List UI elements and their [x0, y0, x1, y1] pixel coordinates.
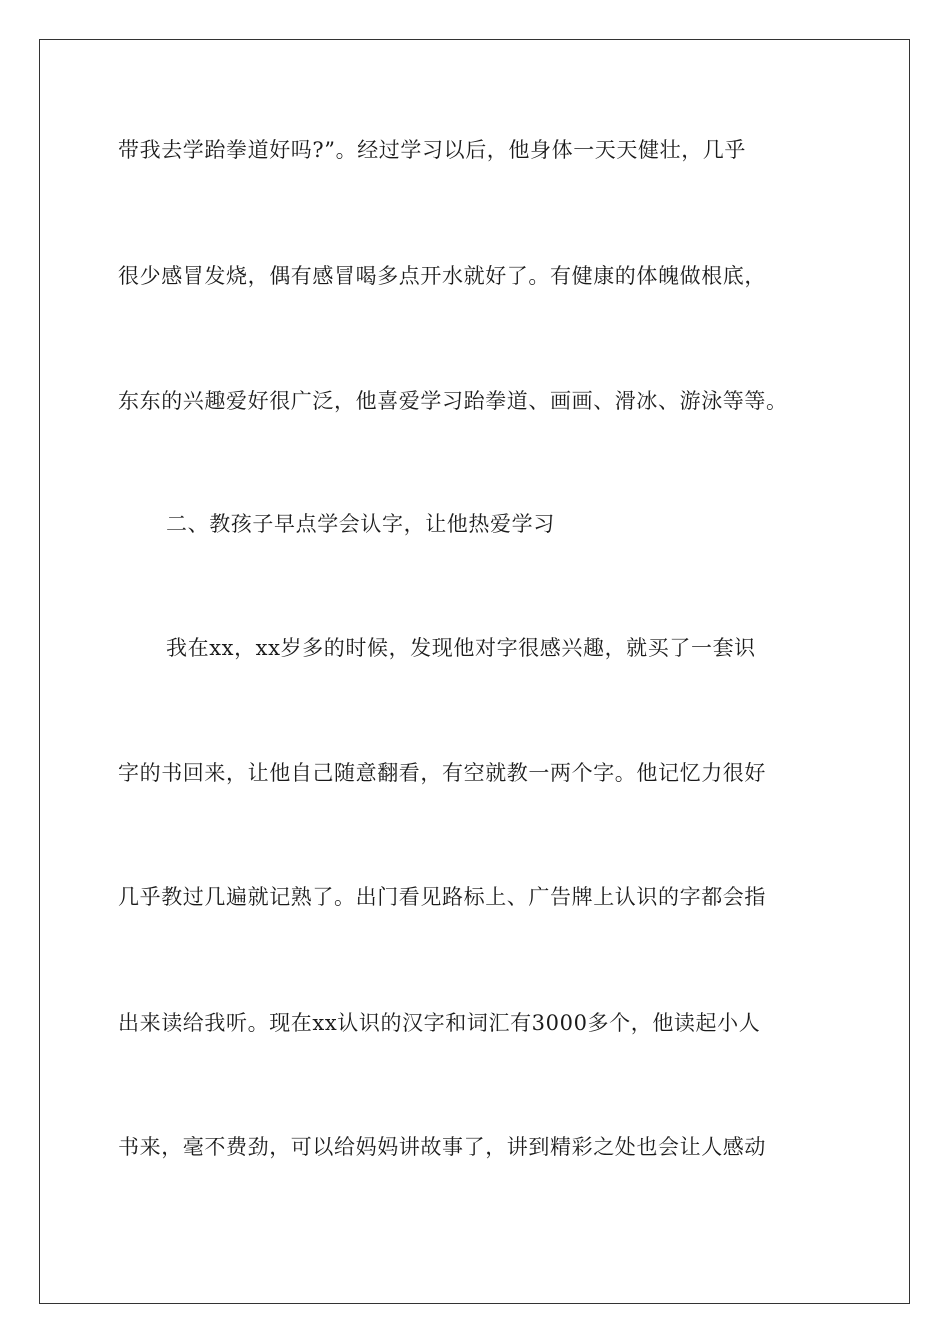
paragraph-line-5: 字的书回来，让他自己随意翻看，有空就教一两个字。他记忆力很好	[118, 761, 766, 785]
page-border	[39, 39, 910, 1304]
paragraph-line-6: 几乎教过几遍就记熟了。出门看见路标上、广告牌上认识的字都会指	[118, 885, 766, 909]
paragraph-line-8: 书来，毫不费劲，可以给妈妈讲故事了，讲到精彩之处也会让人感动	[118, 1135, 766, 1159]
paragraph-line-4: 我在xx，xx岁多的时候，发现他对字很感兴趣，就买了一套识	[166, 636, 756, 660]
paragraph-line-2: 很少感冒发烧，偶有感冒喝多点开水就好了。有健康的体魄做根底，	[118, 264, 766, 288]
paragraph-line-1: 带我去学跆拳道好吗?”。经过学习以后，他身体一天天健壮，几乎	[118, 138, 746, 162]
paragraph-line-3: 东东的兴趣爱好很广泛，他喜爱学习跆拳道、画画、滑冰、游泳等等。	[118, 389, 788, 413]
paragraph-line-7: 出来读给我听。现在xx认识的汉字和词汇有3000多个，他读起小人	[118, 1011, 761, 1035]
section-heading: 二、教孩子早点学会认字，让他热爱学习	[166, 512, 555, 536]
